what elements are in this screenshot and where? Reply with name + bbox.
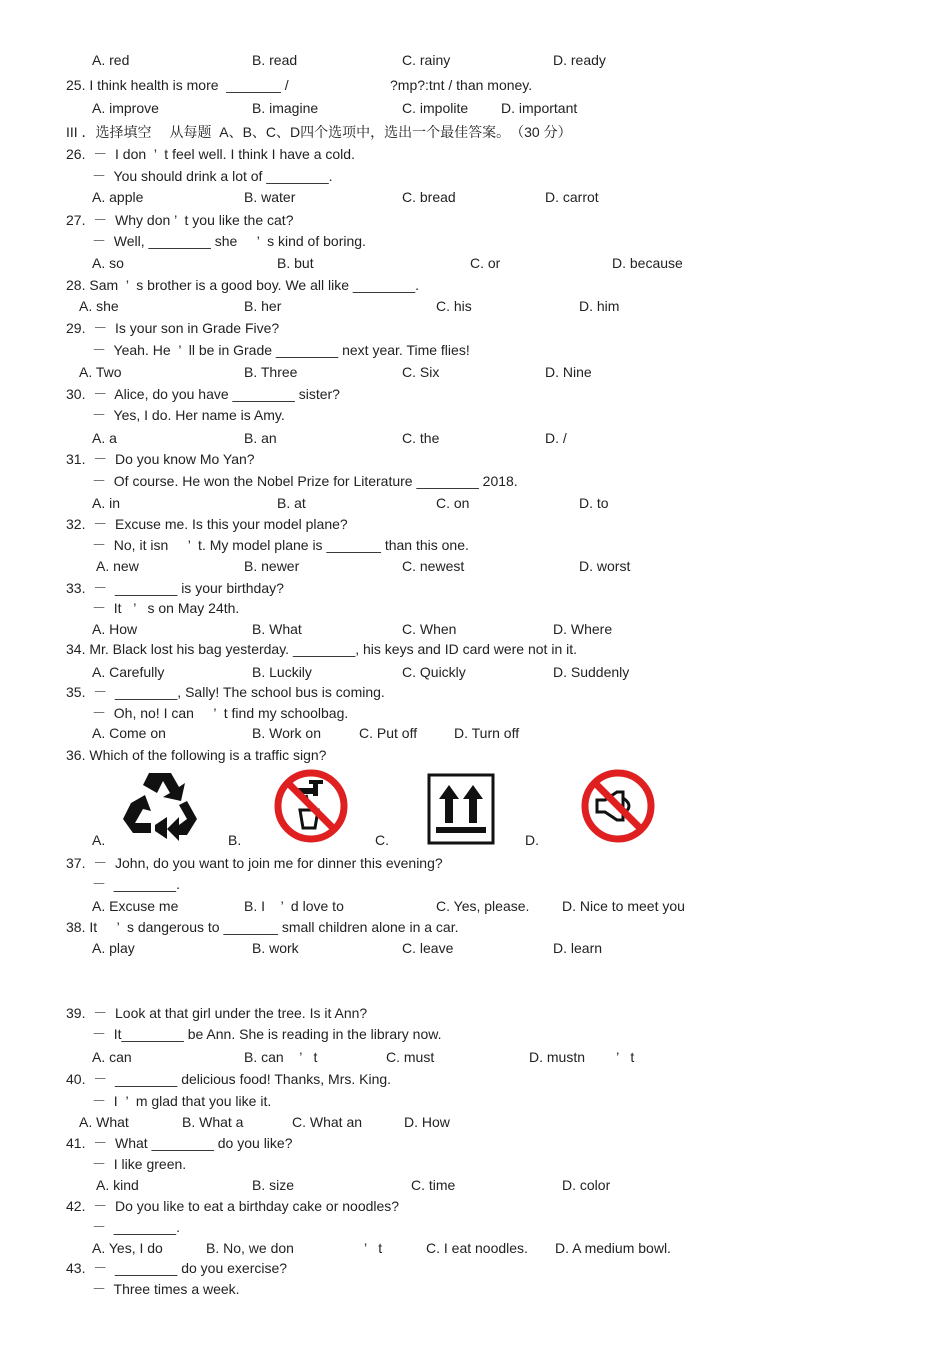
text-line-l108: C. I eat noodles.	[426, 1240, 528, 1256]
text-line-l53: 33. － ________ is your birthday?	[66, 580, 284, 596]
text-line-l48: － No, it isn ’ t. My model plane is _______ than this one.	[92, 537, 469, 553]
text-line-l86: 39. － Look at that girl under the tree. Is it Ann?	[66, 1005, 368, 1021]
text-line-l21: B. but	[277, 255, 314, 271]
text-line-l84: C. leave	[402, 940, 454, 956]
text-line-l80: D. Nice to meet you	[562, 898, 685, 914]
text-line-l44: B. at	[277, 495, 306, 511]
text-line-l67: B. Work on	[252, 725, 321, 741]
text-line-l82: A. play	[92, 940, 135, 956]
text-line-l75: 37. － John, do you want to join me for dinner this evening?	[66, 855, 443, 871]
text-line-l109: D. A medium bowl.	[555, 1240, 671, 1256]
text-line-l45: C. on	[436, 495, 470, 511]
text-line-l03: C. rainy	[402, 52, 451, 68]
text-line-l11: III ．选择填空 从每题 A、B、C、D四个选项中，选出一个最佳答案。 （30 分）	[66, 124, 572, 140]
text-line-l71: A.	[92, 832, 106, 848]
text-line-l55: A. How	[92, 621, 138, 637]
text-line-l01: A. red	[92, 52, 130, 68]
text-line-l59: 34. Mr. Black lost his bag yesterday. ________, his keys and ID card were not in it.	[66, 641, 578, 657]
text-line-l19: － Well, ________ she ’ s kind of boring.	[92, 233, 366, 249]
text-line-l35: 30. － Alice, do you have ________ sister?	[66, 386, 340, 402]
text-line-l18: 27. － Why don ’ t you like the cat?	[66, 212, 294, 228]
text-line-l27: C. his	[436, 298, 472, 314]
text-line-l60: A. Carefully	[92, 664, 165, 680]
text-line-l46: D. to	[579, 495, 609, 511]
text-line-l28: D. him	[579, 298, 620, 314]
text-line-l68: C. Put off	[359, 725, 418, 741]
text-line-l97: D. How	[404, 1114, 450, 1130]
text-line-l49: A. new	[96, 558, 139, 574]
text-line-l77: A. Excuse me	[92, 898, 179, 914]
text-line-l54: － It ’ s on May 24th.	[92, 600, 240, 616]
text-line-l95: B. What a	[182, 1114, 244, 1130]
text-line-l66: A. Come on	[92, 725, 166, 741]
text-line-l89: B. can ’ t	[244, 1049, 318, 1065]
text-line-l34: D. Nine	[545, 364, 592, 380]
recycle-symbol-icon	[121, 767, 199, 841]
text-line-l103: D. color	[562, 1177, 611, 1193]
text-line-l72: B.	[228, 832, 242, 848]
text-line-l69: D. Turn off	[454, 725, 520, 741]
text-line-l90: C. must	[386, 1049, 435, 1065]
text-line-l94: A. What	[79, 1114, 129, 1130]
text-line-l74: D.	[525, 832, 539, 848]
text-line-l29: 29. － Is your son in Grade Five?	[66, 320, 280, 336]
text-line-l47: 32. － Excuse me. Is this your model plane?	[66, 516, 348, 532]
text-line-l105: － ________.	[92, 1219, 180, 1235]
text-line-l61: B. Luckily	[252, 664, 312, 680]
text-line-l51: C. newest	[402, 558, 465, 574]
no-honking-sign-icon	[580, 768, 656, 844]
text-line-l76: － ________.	[92, 876, 180, 892]
text-line-l13: － You should drink a lot of ________.	[92, 168, 333, 184]
text-line-l14: A. apple	[92, 189, 144, 205]
text-line-l73: C.	[375, 832, 389, 848]
text-line-l41: 31. － Do you know Mo Yan?	[66, 451, 255, 467]
text-line-l88: A. can	[92, 1049, 132, 1065]
text-line-l96: C. What an	[292, 1114, 363, 1130]
text-line-l22: C. or	[470, 255, 501, 271]
text-line-l83: B. work	[252, 940, 299, 956]
this-way-up-arrows-icon	[427, 773, 495, 845]
text-line-l42: － Of course. He won the Nobel Prize for Literature ________ 2018.	[92, 473, 518, 489]
text-line-l33: C. Six	[402, 364, 440, 380]
text-line-l106: A. Yes, I do	[92, 1240, 163, 1256]
text-line-l85: D. learn	[553, 940, 603, 956]
text-line-l26: B. her	[244, 298, 282, 314]
text-line-l38: B. an	[244, 430, 277, 446]
text-line-l64: 35. － ________, Sally! The school bus is coming.	[66, 684, 385, 700]
text-line-l65: － Oh, no! I can ’ t find my schoolbag.	[92, 705, 349, 721]
text-line-l40: D. /	[545, 430, 567, 446]
no-drinking-water-sign-icon	[273, 768, 349, 844]
text-line-l05: 25. I think health is more _______ /	[66, 77, 289, 93]
text-line-l52: D. worst	[579, 558, 631, 574]
text-line-l62: C. Quickly	[402, 664, 466, 680]
text-line-l12: 26. － I don ’ t feel well. I think I have a cold.	[66, 146, 355, 162]
text-line-l15: B. water	[244, 189, 296, 205]
text-line-l17: D. carrot	[545, 189, 599, 205]
text-line-l91: D. mustn ’ t	[529, 1049, 635, 1065]
text-line-l07: A. improve	[92, 100, 159, 116]
text-line-l56: B. What	[252, 621, 302, 637]
text-line-l23: D. because	[612, 255, 683, 271]
text-line-l92: 40. － ________ delicious food! Thanks, Mrs. King.	[66, 1071, 392, 1087]
text-line-l37: A. a	[92, 430, 117, 446]
text-line-l43: A. in	[92, 495, 121, 511]
text-line-l32: B. Three	[244, 364, 298, 380]
text-line-l31: A. Two	[79, 364, 122, 380]
text-line-l24: 28. Sam ’ s brother is a good boy. We all like ________.	[66, 277, 420, 293]
text-line-l30: － Yeah. He ’ ll be in Grade ________ next year. Time flies!	[92, 342, 470, 358]
text-line-l101: B. size	[252, 1177, 295, 1193]
text-line-l104: 42. － Do you like to eat a birthday cake or noodles?	[66, 1198, 400, 1214]
text-line-l16: C. bread	[402, 189, 456, 205]
text-line-l93: － I ’ m glad that you like it.	[92, 1093, 272, 1109]
text-line-l107: B. No, we don ’ t	[206, 1240, 383, 1256]
text-line-l79: C. Yes, please.	[436, 898, 530, 914]
text-line-l110: 43. － ________ do you exercise?	[66, 1260, 288, 1276]
text-line-l10: D. important	[501, 100, 578, 116]
text-line-l102: C. time	[411, 1177, 456, 1193]
text-line-l08: B. imagine	[252, 100, 319, 116]
text-line-l09: C. impolite	[402, 100, 469, 116]
text-line-l63: D. Suddenly	[553, 664, 630, 680]
text-line-l20: A. so	[92, 255, 124, 271]
text-line-l78: B. I ’ d love to	[244, 898, 344, 914]
text-line-l81: 38. It ’ s dangerous to _______ small children alone in a car.	[66, 919, 459, 935]
text-line-l98: 41. － What ________ do you like?	[66, 1135, 293, 1151]
text-line-l25: A. she	[79, 298, 119, 314]
text-line-l06: ?mp?:tnt / than money.	[390, 77, 533, 93]
text-line-l57: C. When	[402, 621, 457, 637]
text-line-l58: D. Where	[553, 621, 613, 637]
text-line-l99: － I like green.	[92, 1156, 187, 1172]
text-line-l87: － It________ be Ann. She is reading in the library now.	[92, 1026, 442, 1042]
text-line-l02: B. read	[252, 52, 298, 68]
text-line-l04: D. ready	[553, 52, 606, 68]
text-line-l100: A. kind	[96, 1177, 139, 1193]
text-line-l50: B. newer	[244, 558, 300, 574]
text-line-l111: － Three times a week.	[92, 1281, 240, 1297]
text-line-l39: C. the	[402, 430, 440, 446]
text-line-l36: － Yes, I do. Her name is Amy.	[92, 407, 285, 423]
text-line-l70: 36. Which of the following is a traffic sign?	[66, 747, 327, 763]
